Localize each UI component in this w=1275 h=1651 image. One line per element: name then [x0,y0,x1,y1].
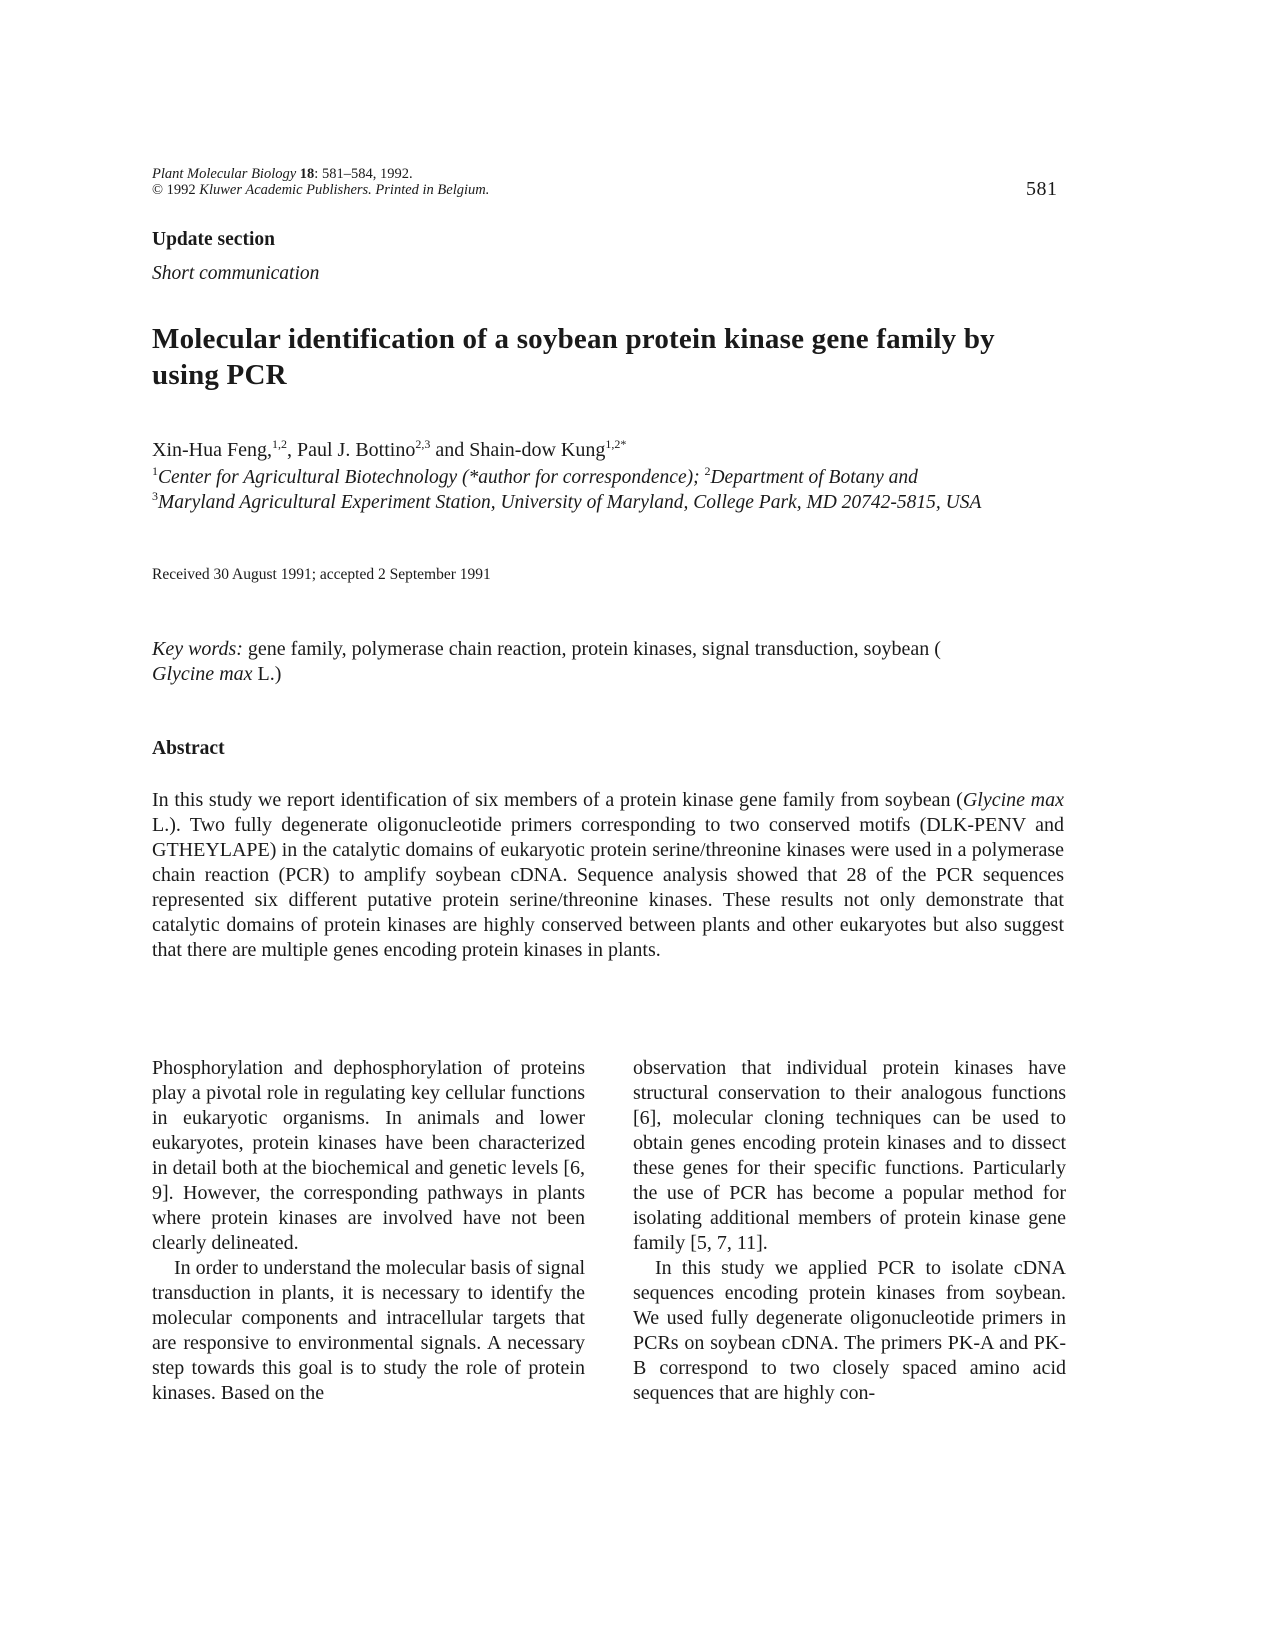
correspondence-star: * [620,437,627,451]
affiliation-1: Center for Agricultural Biotechnology (*author for correspondence); [158,467,705,488]
author-3-affiliation [605,437,626,451]
journal-name: Plant Molecular Biology [152,166,297,182]
author-2-affiliation: 2,3 [415,437,431,451]
author-1-affiliation: 1,2 [271,437,287,451]
author-separator: and [430,439,470,461]
author-3: Shain-dow Kung [469,439,606,461]
abstract-text-start: In this study we report identification of six members of a protein kinase gene family from soybean ( [152,789,963,811]
journal-pages-year: : 581–584, 1992. [314,166,413,182]
body-paragraph: Phosphorylation and dephosphorylation of proteins play a pivotal role in regulating key cellular functions in eukaryotic organisms. In animals and lower eukaryotes, protein kinases have been characterized in detail both at the biochemical and genetic levels [6, 9]. However, the corresponding pathways in plants where protein kinases are involved have not been clearly delineated. [152,1057,585,1254]
copyright-symbol: © 1992 [152,182,200,198]
affiliations [152,465,1032,515]
section-type: Short communication [152,263,320,284]
keywords-label: Key words: [152,638,243,660]
author-1: Xin-Hua Feng, [152,439,272,461]
author-separator: , [286,439,297,461]
publisher-line: Kluwer Academic Publishers. Printed in Belgium. [199,182,490,198]
keywords-species: Glycine max [152,663,253,685]
affiliation-3-marker: 3 [152,489,158,503]
body-column-left [152,1056,585,1406]
body-column-right [633,1056,1066,1406]
journal-volume: 18 [299,166,315,182]
section-label: Update section [152,229,275,250]
abstract-text-rest: L.). Two fully degenerate oligonucleotide primers corresponding to two conserved motifs (DLK-PENV and GTHEYLAPE) in the catalytic domains of eukaryotic protein serine/threonine kinases were used in a polymerase chain reaction (PCR) to amplify soybean cDNA. Sequence analysis showed that 28 of the PCR sequences represented six different putative protein serine/threonine kinases. These results not only demonstrate that catalytic domains of protein kinases are highly conserved between plants and other eukaryotes but also suggest that there are multiple genes encoding protein kinases in plants. [152,814,1064,961]
affiliation-2: Department of Botany and [710,467,918,488]
received-dates: Received 30 August 1991; accepted 2 September 1991 [152,566,491,583]
abstract-text [152,788,1064,963]
journal-citation [152,166,413,182]
author-2: Paul J. Bottino [296,439,416,461]
journal-copyright [152,182,489,198]
keywords-text: gene family, polymerase chain reaction, protein kinases, signal transduction, soybean ( [242,638,941,660]
body-paragraph: In order to understand the molecular basis of signal transduction in plants, it is necessary to identify the molecular components and intracellular targets that are responsive to environmental signals. A necessary step towards this goal is to study the role of protein kinases. Based on the [152,1257,585,1404]
author-list [152,438,626,463]
affiliation-1-marker: 1 [152,464,158,478]
author-3-affiliation-number: 1,2 [605,437,621,451]
affiliation-2-marker: 2 [704,464,711,478]
body-paragraph: In this study we applied PCR to isolate cDNA sequences encoding protein kinases from soybean. We used fully degenerate oligonucleotide primers in PCRs on soybean cDNA. The primers PK-A and PK-B correspond to two closely spaced amino acid sequences that are highly con- [633,1257,1066,1404]
keywords [152,637,1032,687]
page-number: 581 [1026,178,1058,200]
abstract-heading: Abstract [152,738,225,759]
body-paragraph: observation that individual protein kinases have structural conservation to their analogous functions [6], molecular cloning techniques can be used to obtain genes encoding protein kinases and to dissect these genes for their specific functions. Particularly the use of PCR has become a popular method for isolating additional members of protein kinase gene family [5, 7, 11]. [633,1057,1066,1254]
keywords-text-end: L.) [252,663,282,685]
article-title: Molecular identification of a soybean protein kinase gene family by using PCR [152,323,995,391]
affiliation-3: Maryland Agricultural Experiment Station, University of Maryland, College Park, MD 20742-5815, USA [158,492,982,513]
abstract-species: Glycine max [962,789,1065,811]
